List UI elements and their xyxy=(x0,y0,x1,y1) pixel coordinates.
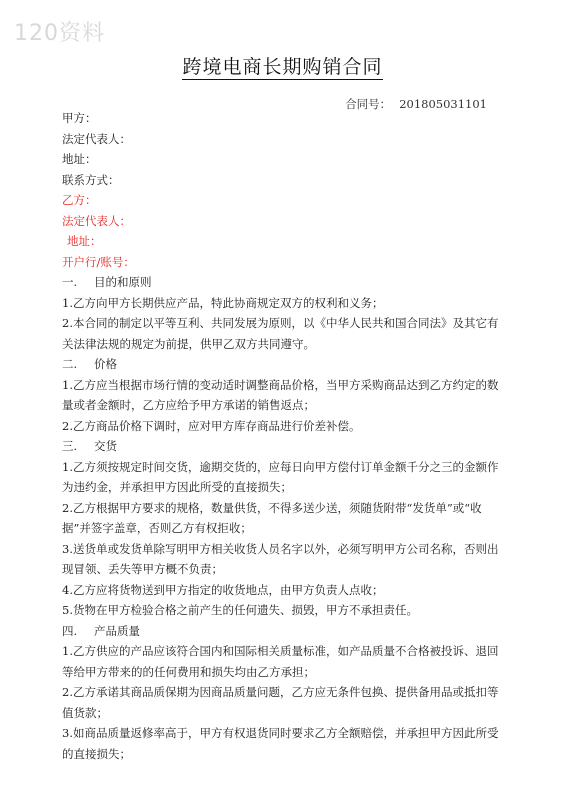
party-b-bank: 开户行/账号： xyxy=(62,254,135,269)
section-title: 产品质量 xyxy=(94,623,140,638)
section-number: 三. xyxy=(62,439,78,453)
section-number: 二. xyxy=(62,357,78,371)
document-body xyxy=(62,108,505,764)
section-title: 交货 xyxy=(94,439,117,453)
document-title xyxy=(0,52,565,79)
section-heading xyxy=(62,272,505,293)
section-number: 一. xyxy=(62,275,78,289)
document-title-text: 跨境电商长期购销合同 xyxy=(182,56,383,78)
clause: 3.送货单或发货单除写明甲方相关收货人员名字以外，必须写明甲方公司名称，否则出现冒领、丢失等甲方概不负责； xyxy=(62,541,499,576)
clause: 2.本合同的制定以平等互利、共同发展为原则，以《中华人民共和国合同法》及其它有关法律法规的规定为前提，供甲乙双方共同遵守。 xyxy=(62,316,499,351)
party-a-contact: 联系方式： xyxy=(62,172,120,187)
contract-number-label: 合同号： xyxy=(345,97,392,111)
clause: 1.乙方须按规定时间交货，逾期交货的，应每日向甲方偿付订单金额千分之三的金额作为违约金，并承担甲方因此所受的直接损失； xyxy=(62,459,499,494)
party-b-address: 地址： xyxy=(67,234,102,248)
party-a-rep: 法定代表人： xyxy=(62,131,131,146)
clause: 5.货物在甲方检验合格之前产生的任何遗失、损毁，甲方不承担责任。 xyxy=(62,603,418,617)
clause: 1.乙方应当根据市场行情的变动适时调整商品价格，当甲方采购商品达到乙方约定的数量或者金额时，乙方应给予甲方承诺的销售返点； xyxy=(62,377,499,412)
section-number: 四. xyxy=(62,623,78,638)
section-heading xyxy=(62,354,505,375)
clause: 2.乙方承诺其商品质保期为因商品质量问题，乙方应无条件包换、提供备用品或抵扣等值货款； xyxy=(62,685,499,720)
contract-number-value: 201805031101 xyxy=(399,97,487,111)
section-heading xyxy=(62,621,505,642)
party-b-rep: 法定代表人： xyxy=(62,213,131,228)
clause: 1.乙方向甲方长期供应产品，特此协商规定双方的权利和义务； xyxy=(62,295,384,310)
clause: 4.乙方应将货物送到甲方指定的收货地点，由甲方负责人点收； xyxy=(62,582,384,597)
clause: 1.乙方供应的产品应该符合国内和国际相关质量标准，如产品质量不合格被投诉、退回等给甲方带来的的任何费用和损失均由乙方承担； xyxy=(62,644,499,679)
section-heading xyxy=(62,436,505,457)
party-a-address: 地址： xyxy=(62,152,97,166)
party-a-label: 甲方： xyxy=(62,111,97,125)
clause: 2.乙方根据甲方要求的规格，数量供货，不得多送少送，须随货附带“发货单”或“收据”并签字盖章，否则乙方有权拒收； xyxy=(62,500,482,535)
section-title: 目的和原则 xyxy=(94,275,152,289)
section-title: 价格 xyxy=(94,357,117,371)
watermark: 120资料 xyxy=(14,21,105,46)
clause: 3.如商品质量返修率高于，甲方有权退货同时要求乙方全额赔偿，并承担甲方因此所受的直接损失； xyxy=(62,726,499,761)
clause: 2.乙方商品价格下调时，应对甲方库存商品进行价差补偿。 xyxy=(62,418,361,433)
party-b-label: 乙方： xyxy=(62,193,97,207)
